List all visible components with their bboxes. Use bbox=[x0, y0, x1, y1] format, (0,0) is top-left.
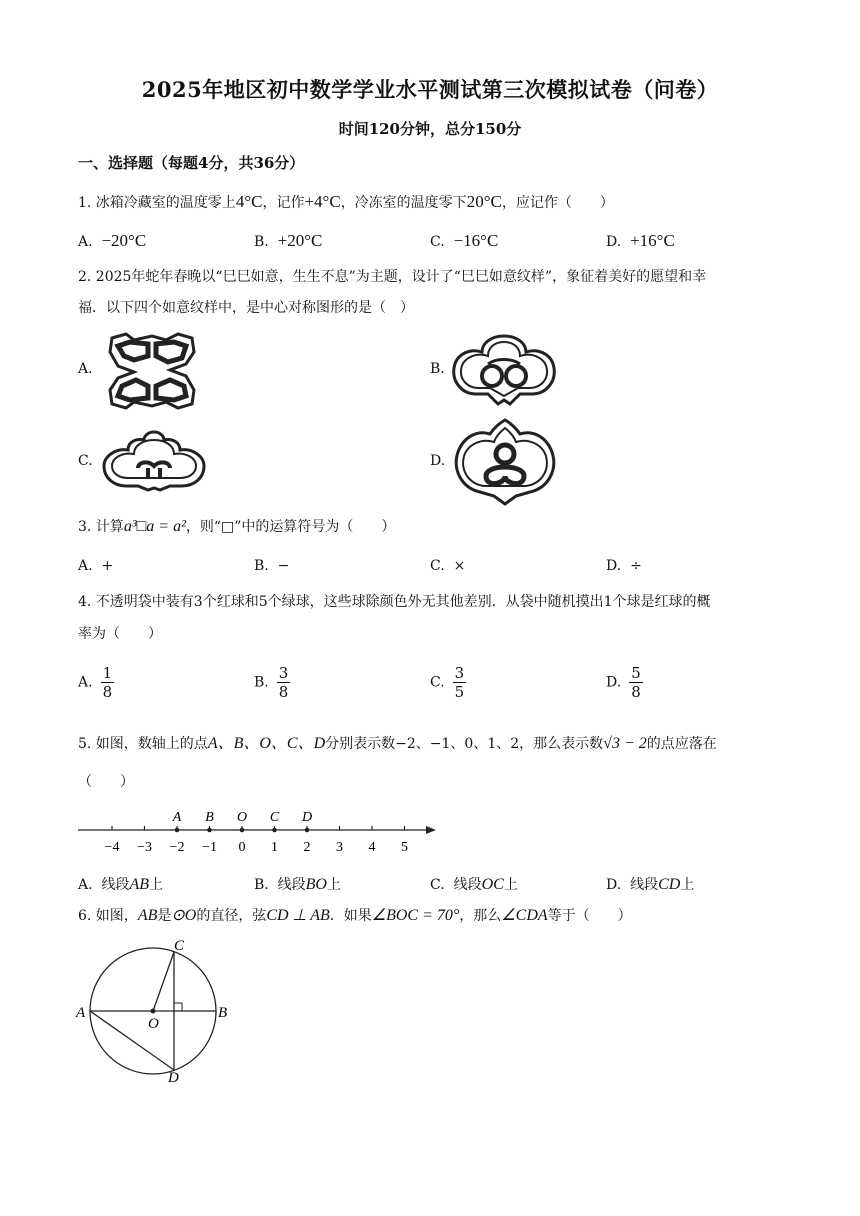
tick-label: −3 bbox=[137, 840, 152, 855]
tick-label: 0 bbox=[238, 840, 246, 855]
fraction bbox=[453, 664, 467, 701]
option-label: C. bbox=[430, 558, 445, 574]
tick-label: −2 bbox=[169, 840, 185, 855]
point-label-a: A bbox=[172, 810, 182, 825]
tick-label: 1 bbox=[271, 840, 278, 855]
option-text: 线段 bbox=[453, 877, 482, 893]
option-label: B. bbox=[254, 234, 269, 250]
fraction bbox=[101, 664, 115, 701]
fraction bbox=[277, 664, 291, 701]
section-heading: 一、选择题（每题4分，共36分） bbox=[78, 154, 305, 172]
option-text: + bbox=[101, 558, 114, 574]
option-label: D. bbox=[606, 877, 622, 893]
question-4-line-2: 率为（ ） bbox=[78, 626, 162, 642]
ruyi-pattern-a-icon[interactable] bbox=[104, 330, 200, 412]
option-segment: BO bbox=[305, 876, 327, 893]
q5-text: 分别表示数−2、−1、0、1、2，那么表示数 bbox=[325, 736, 604, 752]
option-label: C. bbox=[430, 674, 445, 691]
point-d bbox=[305, 828, 310, 833]
point-label-b: B bbox=[205, 810, 214, 825]
label-a: A bbox=[76, 1005, 86, 1021]
option-text: 上 bbox=[326, 877, 341, 893]
question-1 bbox=[78, 192, 614, 213]
page-title: 2025年地区初中数学学业水平测试第三次模拟试卷（问卷） bbox=[141, 77, 719, 102]
q5-expression: √3 − 2 bbox=[603, 735, 647, 752]
option-segment: OC bbox=[481, 876, 504, 893]
option-text: −20°C bbox=[101, 231, 147, 250]
q1-text: ，冷冻室的温度零下 bbox=[340, 195, 467, 211]
q2-option-b-label[interactable]: B. bbox=[430, 361, 445, 377]
option-label: D. bbox=[606, 234, 622, 250]
q3-option-d[interactable] bbox=[606, 558, 642, 574]
option-text: − bbox=[277, 558, 290, 574]
fraction bbox=[629, 664, 643, 701]
numerator: 3 bbox=[454, 664, 465, 682]
q4-option-b[interactable] bbox=[254, 664, 290, 701]
option-label: B. bbox=[254, 877, 269, 893]
option-label: C. bbox=[430, 877, 445, 893]
q4-option-d[interactable] bbox=[606, 664, 643, 701]
q3-option-c[interactable] bbox=[430, 558, 465, 574]
q1-option-c[interactable] bbox=[430, 231, 498, 251]
circle-geometry-figure bbox=[74, 934, 234, 1086]
q5-option-c[interactable] bbox=[430, 874, 518, 894]
q5-text: 5. 如图，数轴上的点 bbox=[78, 736, 208, 752]
q1-text: ，记作 bbox=[262, 195, 305, 211]
exam-info: 时间120分钟，总分150分 bbox=[338, 120, 522, 138]
question-2-line-1: 2. 2025年蛇年春晚以“巳巳如意，生生不息”为主题，设计了“巳巳如意纹样”，象征着美好的愿望和幸 bbox=[78, 269, 707, 285]
option-text: 线段 bbox=[630, 877, 659, 893]
numerator: 3 bbox=[278, 664, 289, 682]
numerator: 1 bbox=[102, 664, 113, 682]
option-text: 上 bbox=[149, 877, 164, 893]
option-label: A. bbox=[78, 877, 93, 893]
q1-temp-below: 20°C bbox=[466, 192, 502, 211]
q4-option-c[interactable] bbox=[430, 664, 466, 701]
q5-option-d[interactable] bbox=[606, 874, 694, 894]
option-label: A. bbox=[78, 234, 93, 250]
q6-text: 是 bbox=[157, 908, 172, 924]
tick-label: 5 bbox=[401, 840, 408, 855]
q1-temp-plus: +4°C bbox=[304, 192, 341, 211]
denominator: 5 bbox=[454, 683, 465, 701]
label-c: C bbox=[174, 938, 185, 954]
right-angle-mark bbox=[174, 1003, 182, 1011]
q1-temp-above: 4°C bbox=[235, 192, 263, 211]
tick-label: 3 bbox=[336, 840, 343, 855]
q5-option-a[interactable] bbox=[78, 874, 163, 894]
option-label: A. bbox=[78, 558, 93, 574]
ruyi-pattern-b-icon[interactable] bbox=[448, 332, 560, 408]
question-6 bbox=[78, 906, 632, 926]
point-o bbox=[240, 828, 245, 833]
q1-option-b[interactable] bbox=[254, 231, 322, 251]
option-label: D. bbox=[606, 674, 622, 691]
q2-option-d-label[interactable]: D. bbox=[430, 453, 446, 469]
option-label: B. bbox=[254, 558, 269, 574]
label-o: O bbox=[148, 1016, 159, 1032]
question-5-line-2: （ ） bbox=[78, 774, 134, 790]
q3-option-a[interactable] bbox=[78, 558, 113, 574]
option-text: × bbox=[453, 558, 466, 574]
denominator: 8 bbox=[278, 683, 289, 701]
tick-label: 2 bbox=[303, 840, 311, 855]
numerator: 5 bbox=[631, 664, 641, 682]
q1-option-a[interactable] bbox=[78, 231, 146, 251]
q1-option-d[interactable] bbox=[606, 231, 675, 251]
question-2-line-2: 福．以下四个如意纹样中，是中心对称图形的是（ ） bbox=[78, 300, 414, 316]
q6-angle-given: ∠BOC = 70° bbox=[371, 907, 460, 924]
option-label: B. bbox=[254, 674, 269, 691]
q1-text: ，应记作（ ） bbox=[501, 195, 614, 211]
q2-option-a-label[interactable]: A. bbox=[78, 361, 93, 377]
q1-text: 1. 冰箱冷藏室的温度零上 bbox=[78, 195, 236, 211]
q6-text: 6. 如图， bbox=[78, 908, 138, 924]
option-text: +20°C bbox=[277, 231, 323, 250]
option-text: −16°C bbox=[453, 231, 499, 250]
arrow-right-icon bbox=[426, 826, 436, 834]
option-text: +16°C bbox=[630, 231, 675, 250]
q4-option-a[interactable] bbox=[78, 664, 114, 701]
point-label-o: O bbox=[236, 810, 248, 825]
q3-text: ，则“□”中的运算符号为（ ） bbox=[185, 519, 396, 535]
label-d: D bbox=[168, 1070, 179, 1086]
tick-label: −4 bbox=[104, 840, 120, 855]
option-text: 线段 bbox=[101, 877, 130, 893]
q3-text: 3. 计算 bbox=[78, 519, 124, 535]
option-label: D. bbox=[606, 558, 622, 574]
q6-text: ．如果 bbox=[329, 908, 372, 924]
option-text: 上 bbox=[680, 877, 695, 893]
q5-text: 的点应落在 bbox=[646, 736, 717, 752]
point-b bbox=[207, 828, 212, 833]
denominator: 8 bbox=[102, 683, 113, 701]
q6-text: 等于（ ） bbox=[547, 908, 632, 924]
point-c bbox=[272, 828, 277, 833]
q3-expression: a³□a = a² bbox=[123, 518, 186, 535]
segment-ad bbox=[90, 1011, 174, 1070]
question-3 bbox=[78, 517, 395, 537]
q6-diameter: AB bbox=[137, 907, 158, 924]
center-dot bbox=[151, 1009, 156, 1014]
ruyi-pattern-c-icon[interactable] bbox=[98, 428, 210, 494]
question-4-line-1: 4. 不透明袋中装有3个红球和5个绿球，这些球除颜色外无其他差别．从袋中随机摸出1个球是红球的概 bbox=[78, 594, 711, 610]
point-label-d: D bbox=[301, 810, 313, 825]
q5-points: A、B、O、C、D bbox=[207, 735, 326, 752]
q5-option-b[interactable] bbox=[254, 874, 341, 894]
ruyi-pattern-d-icon[interactable] bbox=[450, 416, 560, 508]
point-a bbox=[175, 828, 180, 833]
q6-text: 的直径，弦 bbox=[196, 908, 267, 924]
option-segment: CD bbox=[658, 876, 681, 893]
option-segment: AB bbox=[129, 876, 150, 893]
number-line bbox=[76, 800, 446, 858]
q6-circle: ⊙O bbox=[171, 907, 197, 924]
label-b: B bbox=[218, 1005, 228, 1021]
denominator: 8 bbox=[631, 683, 641, 701]
option-label: A. bbox=[78, 674, 93, 691]
option-label: C. bbox=[430, 234, 445, 250]
tick-label: −1 bbox=[202, 840, 217, 855]
point-label-c: C bbox=[269, 810, 280, 825]
option-text: 上 bbox=[503, 877, 518, 893]
q6-angle-asked: ∠CDA bbox=[501, 907, 548, 924]
option-text: 线段 bbox=[277, 877, 306, 893]
q3-option-b[interactable] bbox=[254, 558, 289, 574]
q2-option-c-label[interactable]: C. bbox=[78, 453, 93, 469]
tick-label: 4 bbox=[368, 840, 376, 855]
q6-chord: CD ⊥ AB bbox=[266, 907, 330, 924]
option-text: ÷ bbox=[630, 558, 642, 574]
question-5 bbox=[78, 734, 717, 754]
radius-oc bbox=[153, 952, 174, 1011]
q6-text: ，那么 bbox=[459, 908, 502, 924]
